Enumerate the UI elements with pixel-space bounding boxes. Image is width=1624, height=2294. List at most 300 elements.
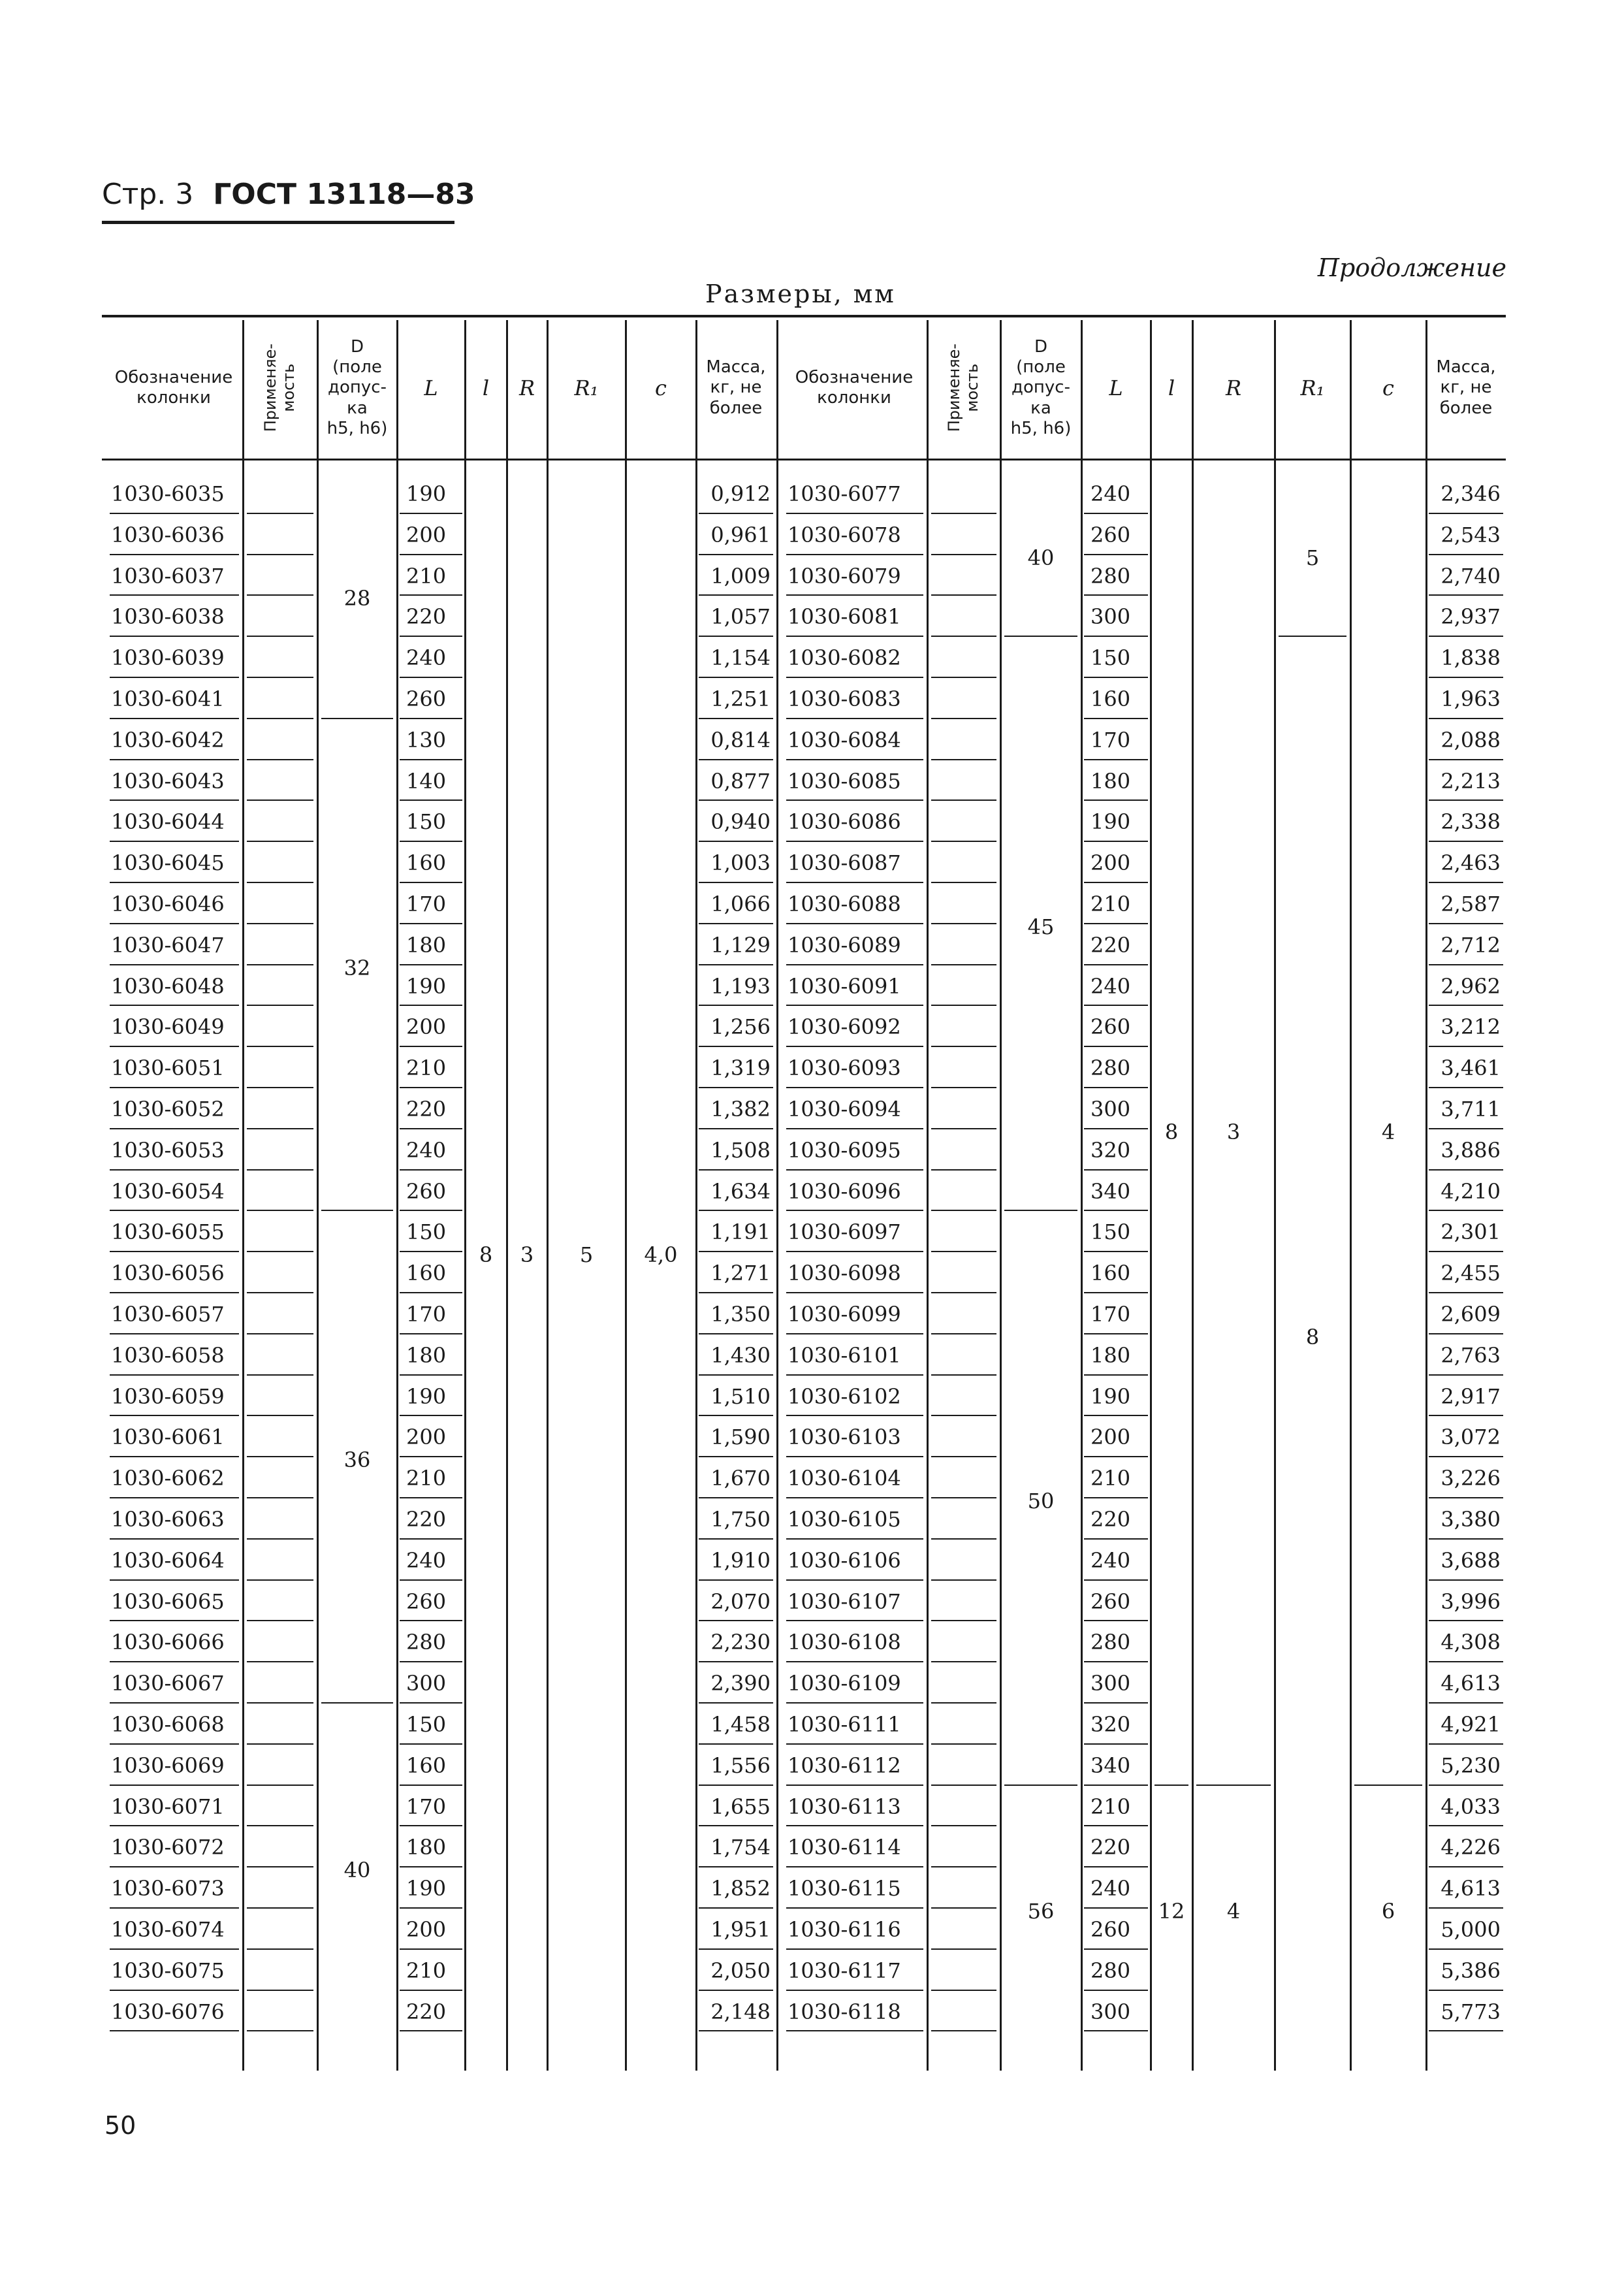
right-row-rule: [786, 759, 923, 760]
right-row-rule: [1429, 1169, 1503, 1171]
right-row-24-mass: 3,072: [1441, 1425, 1501, 1450]
right-row-24-designation: 1030-6103: [788, 1425, 901, 1450]
left-row-rule: [699, 1785, 773, 1786]
right-row-11-mass: 2,587: [1441, 892, 1501, 916]
left-applicability-blank: [247, 1210, 313, 1211]
right-row-30-mass: 4,613: [1441, 1671, 1501, 1696]
left-row-rule: [699, 1128, 773, 1129]
left-row-11-mass: 1,066: [710, 892, 771, 916]
left-row-rule: [400, 718, 462, 719]
right-row-rule: [1429, 1046, 1503, 1047]
left-row-rule: [699, 1825, 773, 1826]
right-row-rule: [1084, 718, 1148, 719]
right-merged-c-2: 6: [1381, 1898, 1395, 1924]
left-row-rule: [699, 1292, 773, 1293]
left-row-37-mass: 2,050: [710, 1958, 771, 1983]
right-row-17-mass: 3,886: [1441, 1137, 1501, 1163]
left-row-12-mass: 1,129: [710, 932, 771, 958]
right-header-r: R: [1225, 375, 1242, 400]
left-row-rule: [699, 1374, 773, 1376]
left-row-rule: [400, 1948, 462, 1950]
left-row-rule: [400, 882, 462, 883]
left-row-rule: [400, 1866, 462, 1867]
left-row-5-mass: 1,154: [710, 645, 771, 671]
left-row-6-designation: 1030-6041: [111, 687, 225, 711]
left-row-24-mass: 1,590: [710, 1425, 771, 1450]
right-row-rule: [1084, 1169, 1148, 1171]
right-row-rule: [786, 1169, 923, 1171]
right-applicability-blank: [931, 1497, 996, 1498]
left-row-rule: [400, 1579, 462, 1581]
left-applicability-blank: [247, 1128, 313, 1129]
left-row-33-length: 170: [406, 1794, 447, 1819]
right-applicability-blank: [931, 2030, 996, 2031]
left-header-applicability: [243, 320, 317, 456]
right-row-27-length: 240: [1091, 1547, 1131, 1573]
right-row-rule: [786, 1866, 923, 1867]
right-row-33-mass: 4,033: [1441, 1794, 1501, 1819]
left-row-6-mass: 1,251: [710, 687, 771, 711]
right-applicability-blank: [931, 594, 996, 596]
right-row-25-mass: 3,226: [1441, 1466, 1501, 1491]
left-applicability-blank: [247, 1620, 313, 1621]
right-row-21-length: 170: [1091, 1302, 1131, 1327]
left-applicability-blank: [247, 718, 313, 719]
left-row-rule: [400, 1907, 462, 1909]
right-row-rule: [1084, 1292, 1148, 1293]
right-header-l: L: [1109, 375, 1123, 400]
right-applicability-blank: [931, 1907, 996, 1909]
right-row-rule: [1429, 923, 1503, 924]
right-row-rule: [1429, 1251, 1503, 1252]
right-row-rule: [1084, 594, 1148, 596]
left-header-mass: Масса, кг, не более: [706, 357, 766, 418]
left-row-35-designation: 1030-6073: [111, 1876, 225, 1901]
right-merged-d-2: 45: [1027, 914, 1055, 939]
left-row-rule: [400, 1702, 462, 1704]
left-row-rule: [400, 964, 462, 965]
right-applicability-blank: [931, 1620, 996, 1621]
left-row-rule: [699, 1579, 773, 1581]
left-row-31-mass: 1,458: [710, 1712, 771, 1737]
right-row-rule: [786, 1005, 923, 1006]
left-row-rule: [699, 1866, 773, 1867]
left-row-15-mass: 1,319: [710, 1056, 771, 1081]
page-header-prefix: Стр. 3: [102, 178, 194, 211]
left-applicability-blank: [247, 636, 313, 637]
left-row-rule: [110, 1825, 239, 1826]
left-row-rule: [699, 882, 773, 883]
right-row-rule: [1084, 1620, 1148, 1621]
left-row-rule: [699, 1990, 773, 1991]
left-applicability-blank: [247, 1866, 313, 1867]
left-row-rule: [400, 1620, 462, 1621]
left-row-rule: [699, 554, 773, 555]
right-row-11-designation: 1030-6088: [788, 892, 901, 916]
right-header-mass: Масса, кг, не более: [1436, 357, 1496, 418]
right-row-23-designation: 1030-6102: [788, 1383, 901, 1409]
left-row-rule: [110, 594, 239, 596]
left-row-rule: [110, 1497, 239, 1498]
left-row-24-length: 200: [406, 1425, 447, 1450]
right-group-rule: [1354, 1785, 1422, 1786]
right-row-37-length: 280: [1091, 1958, 1131, 1983]
right-row-4-designation: 1030-6081: [788, 604, 901, 630]
left-row-rule: [110, 718, 239, 719]
right-row-13-mass: 2,962: [1441, 973, 1501, 999]
left-row-14-designation: 1030-6049: [111, 1014, 225, 1040]
left-row-23-designation: 1030-6059: [111, 1383, 225, 1409]
left-row-29-mass: 2,230: [710, 1630, 771, 1655]
left-row-7-length: 130: [406, 727, 447, 752]
left-row-rule: [699, 1456, 773, 1457]
left-row-rule: [110, 1702, 239, 1704]
right-row-rule: [786, 513, 923, 514]
left-row-26-mass: 1,750: [710, 1507, 771, 1532]
left-merged-c-1: 4,0: [644, 1242, 678, 1268]
right-row-rule: [786, 1579, 923, 1581]
right-row-rule: [1084, 800, 1148, 801]
left-row-32-designation: 1030-6069: [111, 1753, 225, 1778]
right-row-rule: [786, 1948, 923, 1950]
left-row-rule: [400, 1333, 462, 1334]
right-row-19-mass: 2,301: [1441, 1220, 1501, 1245]
left-row-rule: [110, 636, 239, 637]
left-row-10-length: 160: [406, 850, 447, 876]
left-row-rule: [110, 1169, 239, 1171]
left-row-6-length: 260: [406, 687, 447, 711]
left-row-35-mass: 1,852: [710, 1876, 771, 1901]
left-applicability-blank: [247, 759, 313, 760]
right-applicability-blank: [931, 513, 996, 514]
right-row-13-designation: 1030-6091: [788, 973, 901, 999]
right-row-25-length: 210: [1091, 1466, 1131, 1491]
left-header-r1: R₁: [574, 375, 599, 400]
left-row-rule: [110, 677, 239, 678]
left-row-37-designation: 1030-6075: [111, 1958, 225, 1983]
left-applicability-blank: [247, 1538, 313, 1540]
right-row-18-designation: 1030-6096: [788, 1178, 901, 1204]
right-row-rule: [1084, 677, 1148, 678]
left-row-rule: [110, 2030, 239, 2031]
left-row-12-designation: 1030-6047: [111, 932, 225, 958]
right-merged-r-2: 4: [1226, 1898, 1241, 1924]
left-applicability-blank: [247, 2030, 313, 2031]
left-row-8-designation: 1030-6043: [111, 768, 225, 794]
right-row-rule: [1429, 1702, 1503, 1704]
right-row-38-length: 300: [1091, 1999, 1131, 2024]
right-applicability-blank: [931, 1785, 996, 1786]
left-row-7-designation: 1030-6042: [111, 727, 225, 752]
right-row-rule: [1429, 513, 1503, 514]
right-row-28-length: 260: [1091, 1589, 1131, 1614]
right-applicability-blank: [931, 1866, 996, 1867]
left-row-33-designation: 1030-6071: [111, 1794, 225, 1819]
right-row-rule: [1084, 1497, 1148, 1498]
left-applicability-blank: [247, 1046, 313, 1047]
left-applicability-blank: [247, 1702, 313, 1704]
units-caption: Размеры, мм: [705, 280, 896, 308]
right-row-rule: [786, 1743, 923, 1745]
left-merged-d-3: 36: [343, 1447, 371, 1473]
right-row-rule: [1429, 1620, 1503, 1621]
left-row-10-mass: 1,003: [710, 850, 771, 876]
right-row-rule: [1429, 1374, 1503, 1376]
right-row-29-mass: 4,308: [1441, 1630, 1501, 1655]
right-row-35-mass: 4,613: [1441, 1876, 1501, 1901]
right-row-rule: [1429, 964, 1503, 965]
left-applicability-blank: [247, 882, 313, 883]
left-row-rule: [699, 513, 773, 514]
left-row-rule: [699, 594, 773, 596]
left-row-rule: [110, 1415, 239, 1416]
left-row-rule: [110, 1538, 239, 1540]
left-row-rule: [400, 594, 462, 596]
right-row-rule: [1429, 1333, 1503, 1334]
right-row-10-mass: 2,463: [1441, 850, 1501, 876]
right-row-rule: [786, 718, 923, 719]
left-merged-d-2: 32: [343, 955, 371, 980]
right-row-2-designation: 1030-6078: [788, 522, 901, 547]
right-row-32-designation: 1030-6112: [788, 1753, 901, 1778]
left-row-rule: [110, 1579, 239, 1581]
right-row-27-mass: 3,688: [1441, 1547, 1501, 1573]
left-row-rule: [110, 1087, 239, 1088]
left-row-rule: [110, 1456, 239, 1457]
left-group-rule: [321, 718, 393, 719]
left-row-rule: [110, 1661, 239, 1662]
left-row-rule: [400, 1497, 462, 1498]
right-applicability-blank: [931, 882, 996, 883]
left-row-22-designation: 1030-6058: [111, 1342, 225, 1368]
right-row-27-designation: 1030-6106: [788, 1547, 901, 1573]
right-row-rule: [1084, 1743, 1148, 1745]
right-row-22-mass: 2,763: [1441, 1342, 1501, 1368]
right-row-31-length: 320: [1091, 1712, 1131, 1737]
left-row-rule: [699, 636, 773, 637]
right-row-rule: [1429, 1866, 1503, 1867]
left-row-27-designation: 1030-6064: [111, 1547, 225, 1573]
left-row-rule: [110, 513, 239, 514]
right-row-rule: [786, 2030, 923, 2031]
left-row-rule: [699, 964, 773, 965]
left-row-rule: [400, 1169, 462, 1171]
right-row-15-designation: 1030-6093: [788, 1056, 901, 1081]
standard-number: ГОСТ 13118—83: [213, 178, 475, 211]
left-row-18-length: 260: [406, 1178, 447, 1204]
right-merged-d-1: 40: [1027, 545, 1055, 570]
left-applicability-blank: [247, 841, 313, 842]
left-row-rule: [110, 759, 239, 760]
right-row-26-mass: 3,380: [1441, 1507, 1501, 1532]
left-row-rule: [110, 1866, 239, 1867]
right-row-37-designation: 1030-6117: [788, 1958, 901, 1983]
left-row-3-designation: 1030-6037: [111, 563, 225, 589]
left-row-rule: [400, 800, 462, 801]
left-applicability-blank: [247, 1251, 313, 1252]
right-row-19-length: 150: [1091, 1220, 1131, 1245]
left-merged-r1-1: 5: [579, 1242, 594, 1268]
left-group-rule: [321, 1702, 393, 1704]
left-row-5-length: 240: [406, 645, 447, 671]
left-row-8-length: 140: [406, 768, 447, 794]
right-merged-r1-2: 8: [1305, 1324, 1320, 1349]
left-row-12-length: 180: [406, 932, 447, 958]
right-group-rule: [1279, 636, 1346, 637]
right-applicability-blank: [931, 1743, 996, 1745]
right-applicability-blank: [931, 1333, 996, 1334]
right-group-rule: [1196, 1785, 1271, 1786]
right-row-14-mass: 3,212: [1441, 1014, 1501, 1040]
right-applicability-blank: [931, 1948, 996, 1950]
left-row-rule: [699, 1087, 773, 1088]
right-row-2-mass: 2,543: [1441, 522, 1501, 547]
left-row-23-mass: 1,510: [710, 1383, 771, 1409]
right-row-10-length: 200: [1091, 850, 1131, 876]
right-row-rule: [1429, 1087, 1503, 1088]
left-row-11-length: 170: [406, 892, 447, 916]
right-header-c: c: [1382, 375, 1394, 400]
left-row-rule: [110, 554, 239, 555]
left-row-20-mass: 1,271: [710, 1261, 771, 1286]
right-row-10-designation: 1030-6087: [788, 850, 901, 876]
right-header-l: l: [1168, 375, 1175, 400]
right-row-rule: [1084, 1579, 1148, 1581]
right-row-rule: [1429, 1456, 1503, 1457]
right-row-rule: [1429, 1825, 1503, 1826]
left-header-l: l: [482, 375, 490, 400]
right-row-rule: [1429, 636, 1503, 637]
right-row-31-mass: 4,921: [1441, 1712, 1501, 1737]
left-row-rule: [400, 1046, 462, 1047]
page-header: [102, 178, 475, 211]
right-merged-r-1: 3: [1226, 1119, 1241, 1144]
right-row-3-length: 280: [1091, 563, 1131, 589]
right-row-1-length: 240: [1091, 481, 1131, 506]
left-row-10-designation: 1030-6045: [111, 850, 225, 876]
left-row-36-length: 200: [406, 1917, 447, 1942]
table-header-rule: [102, 459, 1506, 460]
right-applicability-blank: [931, 1538, 996, 1540]
right-row-4-mass: 2,937: [1441, 604, 1501, 630]
left-row-26-length: 220: [406, 1507, 447, 1532]
right-col-sep-applicability: [927, 320, 929, 2071]
right-merged-d-4: 56: [1027, 1898, 1055, 1924]
left-applicability-blank: [247, 1087, 313, 1088]
page-number: 50: [104, 2111, 136, 2140]
left-row-1-mass: 0,912: [710, 481, 771, 506]
right-row-rule: [786, 1251, 923, 1252]
left-row-rule: [110, 1374, 239, 1376]
left-row-34-mass: 1,754: [710, 1835, 771, 1860]
right-row-11-length: 210: [1091, 892, 1131, 916]
right-row-rule: [786, 554, 923, 555]
right-row-rule: [1084, 1005, 1148, 1006]
right-header-d: D (поле допус- ка h5, h6): [1010, 337, 1072, 438]
left-row-4-mass: 1,057: [710, 604, 771, 630]
right-applicability-blank: [931, 1292, 996, 1293]
right-row-rule: [786, 882, 923, 883]
right-applicability-blank: [931, 923, 996, 924]
left-row-11-designation: 1030-6046: [111, 892, 225, 916]
left-row-18-designation: 1030-6054: [111, 1178, 225, 1204]
left-row-19-designation: 1030-6055: [111, 1220, 225, 1245]
right-row-36-designation: 1030-6116: [788, 1917, 901, 1942]
left-row-rule: [699, 1702, 773, 1704]
right-group-rule: [1004, 1785, 1077, 1786]
left-row-rule: [699, 718, 773, 719]
right-row-31-designation: 1030-6111: [788, 1712, 901, 1737]
left-row-15-designation: 1030-6051: [111, 1056, 225, 1081]
left-row-15-length: 210: [406, 1056, 447, 1081]
left-row-25-designation: 1030-6062: [111, 1466, 225, 1491]
right-row-19-designation: 1030-6097: [788, 1220, 901, 1245]
right-row-rule: [1084, 1415, 1148, 1416]
left-row-rule: [699, 2030, 773, 2031]
right-applicability-blank: [931, 1579, 996, 1581]
left-applicability-blank: [247, 1374, 313, 1376]
left-row-rule: [400, 636, 462, 637]
right-row-rule: [1084, 1702, 1148, 1704]
left-row-36-mass: 1,951: [710, 1917, 771, 1942]
left-applicability-blank: [247, 1169, 313, 1171]
right-row-8-length: 180: [1091, 768, 1131, 794]
right-row-rule: [1429, 1292, 1503, 1293]
right-row-rule: [1084, 1866, 1148, 1867]
right-merged-l-2: 12: [1158, 1898, 1185, 1924]
left-merged-d-4: 40: [343, 1858, 371, 1883]
right-row-7-length: 170: [1091, 727, 1131, 752]
right-row-1-designation: 1030-6077: [788, 481, 901, 506]
left-row-rule: [699, 1538, 773, 1540]
left-row-7-mass: 0,814: [710, 727, 771, 752]
right-row-12-mass: 2,712: [1441, 932, 1501, 958]
right-applicability-blank: [931, 759, 996, 760]
right-row-rule: [1429, 1785, 1503, 1786]
left-row-rule: [400, 1374, 462, 1376]
right-row-4-length: 300: [1091, 604, 1131, 630]
left-row-rule: [110, 1333, 239, 1334]
left-row-rule: [400, 1538, 462, 1540]
right-row-15-length: 280: [1091, 1056, 1131, 1081]
right-group-rule: [1004, 1210, 1077, 1211]
right-applicability-blank: [931, 1990, 996, 1991]
left-applicability-blank: [247, 800, 313, 801]
left-row-rule: [699, 1948, 773, 1950]
right-header-applicability: [927, 320, 1000, 456]
left-row-28-mass: 2,070: [710, 1589, 771, 1614]
right-row-21-designation: 1030-6099: [788, 1302, 901, 1327]
left-applicability-blank: [247, 1990, 313, 1991]
right-row-rule: [1429, 1497, 1503, 1498]
right-row-22-designation: 1030-6101: [788, 1342, 901, 1368]
right-row-rule: [1084, 759, 1148, 760]
left-header-designation: Обозначение колонки: [114, 367, 233, 408]
right-row-2-length: 260: [1091, 522, 1131, 547]
right-row-rule: [1084, 1825, 1148, 1826]
left-row-rule: [110, 1210, 239, 1211]
right-row-rule: [1084, 513, 1148, 514]
right-row-5-mass: 1,838: [1441, 645, 1501, 671]
right-row-16-mass: 3,711: [1441, 1097, 1501, 1122]
continuation-label: Продолжение: [1317, 253, 1506, 282]
left-row-rule: [400, 677, 462, 678]
left-row-14-mass: 1,256: [710, 1014, 771, 1040]
right-row-rule: [1084, 1333, 1148, 1334]
right-row-14-length: 260: [1091, 1014, 1131, 1040]
left-row-31-designation: 1030-6068: [111, 1712, 225, 1737]
left-row-rule: [400, 1128, 462, 1129]
